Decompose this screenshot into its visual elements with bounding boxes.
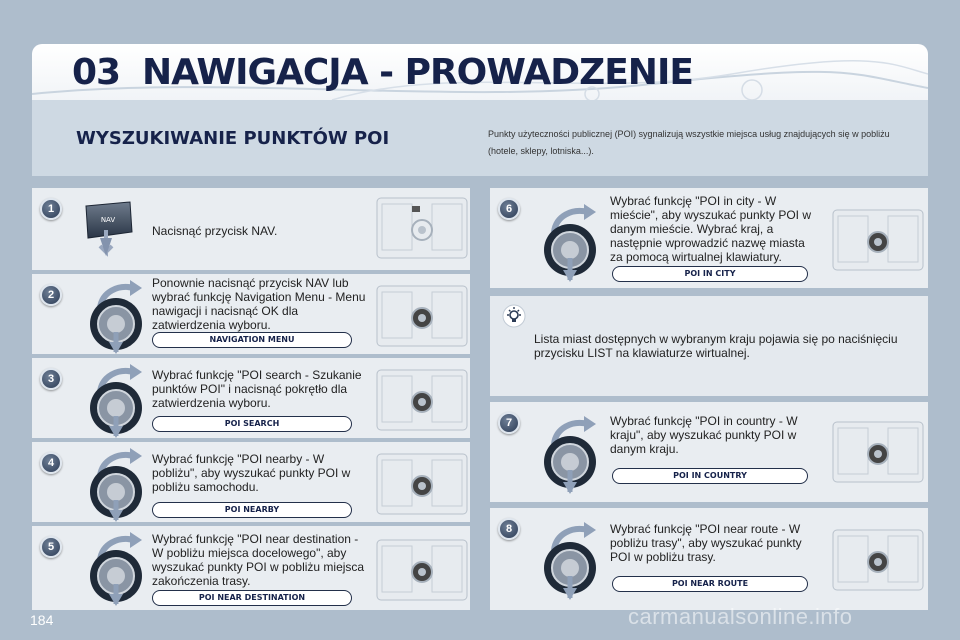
step-text: Ponownie nacisnąć przycisk NAV lub wybrać funkcję Navigation Menu - Menu nawigacji i nacisnąć OK dla zatwierdzenia wyboru.: [152, 276, 366, 332]
rotary-knob-icon: [82, 362, 162, 438]
nav-key-icon: [78, 194, 142, 258]
step-panel-6: [490, 188, 928, 288]
step-number-badge: 3: [40, 368, 62, 390]
step-number-badge: 4: [40, 452, 62, 474]
rotary-knob-icon: [82, 446, 162, 522]
tip-panel: [490, 296, 928, 396]
menu-option-pill: POI SEARCH: [152, 416, 352, 432]
chapter-title: NAWIGACJA - PROWADZENIE: [142, 52, 693, 93]
rotary-knob-icon: [536, 198, 616, 284]
step-panel-3: [32, 358, 470, 438]
rotary-knob-icon: [82, 530, 162, 606]
step-panel-4: [32, 442, 470, 522]
radio-unit-icon: [832, 208, 924, 272]
section-intro: Punkty użyteczności publicznej (POI) sygnalizują wszystkie miejsca usług znajdujących się w pobliżu (hotele, sklepy, lotniska...).: [488, 129, 890, 156]
radio-unit-icon: [376, 452, 468, 516]
menu-option-pill: POI IN COUNTRY: [612, 468, 808, 484]
chapter-header: [32, 44, 928, 100]
watermark: carmanualsonline.info: [628, 604, 853, 629]
menu-option-pill: POI NEARBY: [152, 502, 352, 518]
page-number: 184: [30, 612, 54, 628]
step-number-badge: 7: [498, 412, 520, 434]
step-panel-5: [32, 526, 470, 610]
step-number-badge: 1: [40, 198, 62, 220]
lightbulb-icon: [502, 304, 526, 328]
step-panel-1: [32, 188, 470, 270]
menu-option-pill: POI IN CITY: [612, 266, 808, 282]
section-header: [32, 100, 928, 176]
radio-unit-icon: [832, 420, 924, 484]
step-number-badge: 5: [40, 536, 62, 558]
tip-text: Lista miast dostępnych w wybranym kraju pojawia się po naciśnięciu przycisku LIST na klawiaturze wirtualnej.: [534, 332, 898, 360]
radio-unit-icon: [376, 538, 468, 602]
step-panel-2: [32, 274, 470, 354]
section-title: WYSZUKIWANIE PUNKTÓW POI: [76, 128, 390, 149]
radio-unit-icon: [832, 528, 924, 592]
menu-option-pill: POI NEAR ROUTE: [612, 576, 808, 592]
step-panel-7: [490, 402, 928, 502]
step-number-badge: 6: [498, 198, 520, 220]
radio-unit-icon: [376, 368, 468, 432]
radio-unit-icon: [376, 284, 468, 348]
svg-text:NAV: NAV: [100, 216, 116, 224]
step-text: Nacisnąć przycisk NAV.: [152, 224, 278, 238]
step-text: Wybrać funkcję "POI in city - W mieście", aby wyszukać punkty POI w danym mieście. Wybrać kraj, a następnie wprowadzić nazwę miasta za pomocą wirtualnej klawiatury.: [610, 194, 811, 264]
rotary-knob-icon: [82, 278, 162, 354]
chapter-number: 03: [72, 52, 121, 93]
rotary-knob-icon: [536, 516, 616, 602]
menu-option-pill: NAVIGATION MENU: [152, 332, 352, 348]
step-panel-8: [490, 508, 928, 610]
step-text: Wybrać funkcję "POI search - Szukanie punktów POI" i nacisnąć pokrętło dla zatwierdzenia wyboru.: [152, 368, 362, 410]
step-number-badge: 2: [40, 284, 62, 306]
step-text: Wybrać funkcję "POI nearby - W pobliżu", aby wyszukać punkty POI w pobliżu samochodu.: [152, 452, 351, 494]
radio-unit-icon: [376, 196, 468, 260]
step-number-badge: 8: [498, 518, 520, 540]
menu-option-pill: POI NEAR DESTINATION: [152, 590, 352, 606]
step-text: Wybrać funkcję "POI near route - W pobliżu trasy", aby wyszukać punkty POI w pobliżu trasy.: [610, 522, 802, 564]
step-text: Wybrać funkcję "POI near destination - W pobliżu miejsca docelowego", aby wyszukać punkty POI w pobliżu miejsca zakończenia trasy.: [152, 532, 365, 588]
step-text: Wybrać funkcję "POI in country - W kraju", aby wyszukać punkty POI w danym kraju.: [610, 414, 798, 456]
rotary-knob-icon: [536, 410, 616, 496]
